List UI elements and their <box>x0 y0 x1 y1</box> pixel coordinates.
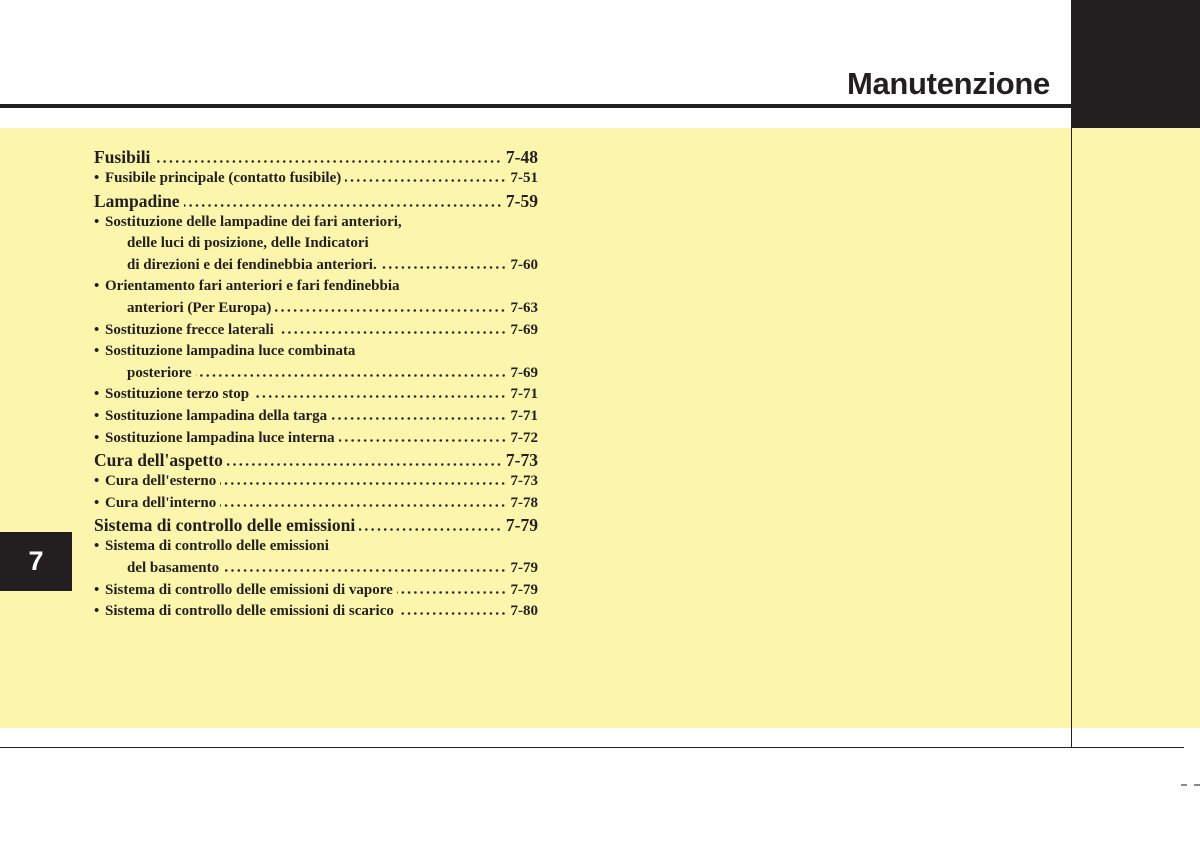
toc-line <box>94 514 538 536</box>
toc-entry[interactable] <box>94 384 538 406</box>
toc-text: di direzioni e dei fendinebbia anteriori. <box>127 256 377 273</box>
toc-entry[interactable] <box>94 580 538 602</box>
dot-leader <box>381 266 507 269</box>
toc-line <box>94 428 538 450</box>
dot-leader <box>220 482 506 485</box>
toc-line <box>94 493 538 515</box>
toc-text: Sistema di controllo delle emissioni <box>105 538 329 555</box>
toc-text: Sistema di controllo delle emissioni di scarico <box>105 603 394 620</box>
toc-line <box>94 168 538 190</box>
bullet: • <box>94 473 100 490</box>
toc-page: 7-79 <box>510 581 538 598</box>
toc-text: Sistema di controllo delle emissioni di vapore <box>105 581 393 598</box>
toc-text: Fusibile principale (contatto fusibile) <box>105 170 342 186</box>
bullet: • <box>94 386 100 403</box>
toc-line <box>94 601 538 623</box>
toc-text: Sostituzione lampadina della targa <box>105 407 328 424</box>
toc-page: 7-59 <box>505 190 538 211</box>
toc-text: Orientamento fari anteriori e fari fendinebbia <box>105 278 400 295</box>
toc-entry[interactable] <box>94 428 538 450</box>
toc-text: Sostituzione lampadina luce combinata <box>105 343 356 360</box>
toc-text: Cura dell'interno <box>105 494 217 511</box>
toc-entry[interactable] <box>94 146 538 168</box>
top-corner-tab <box>1071 0 1200 128</box>
toc-page: 7-69 <box>510 364 538 381</box>
toc-entry[interactable] <box>94 406 538 428</box>
dot-leader <box>345 179 506 182</box>
toc-entry[interactable] <box>94 190 538 212</box>
corner-mark <box>1181 784 1200 786</box>
toc-page: 7-80 <box>510 603 538 620</box>
dot-leader <box>253 395 506 398</box>
toc-line <box>94 190 538 212</box>
toc-page: 7-79 <box>510 559 538 576</box>
table-of-contents <box>94 146 538 623</box>
dot-leader <box>223 569 506 572</box>
toc-text: Sostituzione delle lampadine dei fari anteriori, <box>105 213 402 230</box>
toc-line <box>94 233 538 255</box>
toc-line <box>94 363 538 385</box>
toc-page: 7-51 <box>510 170 538 186</box>
toc-line <box>94 558 538 580</box>
dot-leader <box>227 463 502 466</box>
dot-leader <box>275 309 506 312</box>
toc-text: Cura dell'aspetto <box>94 450 223 471</box>
toc-line <box>94 146 538 168</box>
dot-leader <box>278 331 507 334</box>
dot-leader <box>398 612 507 615</box>
toc-line <box>94 255 538 277</box>
dot-leader <box>154 160 502 163</box>
toc-entry[interactable] <box>94 493 538 515</box>
panel-divider <box>1071 128 1072 748</box>
toc-text: Sistema di controllo delle emissioni <box>94 515 356 536</box>
toc-text: Cura dell'esterno <box>105 473 217 490</box>
toc-page: 7-73 <box>505 450 538 471</box>
toc-entry[interactable] <box>94 276 538 319</box>
bullet: • <box>94 170 100 186</box>
bullet: • <box>94 603 100 620</box>
bullet: • <box>94 407 100 424</box>
toc-line <box>94 471 538 493</box>
toc-page: 7-69 <box>510 321 538 338</box>
toc-page: 7-71 <box>510 407 538 424</box>
toc-entry[interactable] <box>94 168 538 190</box>
dot-leader <box>339 439 507 442</box>
bullet: • <box>94 213 100 230</box>
toc-text: Fusibili <box>94 147 151 167</box>
toc-text: Sostituzione frecce laterali <box>105 321 274 338</box>
toc-line <box>94 212 538 234</box>
toc-page: 7-71 <box>510 386 538 403</box>
bullet: • <box>94 343 100 360</box>
toc-entry[interactable] <box>94 449 538 471</box>
toc-entry[interactable] <box>94 514 538 536</box>
toc-text: delle luci di posizione, delle Indicatori <box>127 235 369 252</box>
toc-entry[interactable] <box>94 601 538 623</box>
dot-leader <box>359 528 502 531</box>
toc-text: Sostituzione lampadina luce interna <box>105 429 335 446</box>
toc-text: posteriore <box>127 364 192 381</box>
chapter-tab[interactable] <box>0 532 72 591</box>
toc-page: 7-72 <box>510 429 538 446</box>
toc-entry[interactable] <box>94 536 538 579</box>
toc-page: 7-60 <box>510 256 538 273</box>
chapter-number: 7 <box>28 546 44 576</box>
toc-text: Lampadine <box>94 190 180 211</box>
toc-entry[interactable] <box>94 212 538 277</box>
bullet: • <box>94 429 100 446</box>
bullet: • <box>94 321 100 338</box>
dot-leader <box>184 204 502 207</box>
toc-text: anteriori (Per Europa) <box>127 299 272 316</box>
bullet: • <box>94 581 100 598</box>
toc-line <box>94 341 538 363</box>
bottom-rule <box>0 747 1184 748</box>
toc-line <box>94 406 538 428</box>
toc-entry[interactable] <box>94 320 538 342</box>
toc-line <box>94 580 538 602</box>
dot-leader <box>220 504 506 507</box>
bullet: • <box>94 538 100 555</box>
toc-entry[interactable] <box>94 341 538 384</box>
toc-line <box>94 384 538 406</box>
toc-page: 7-78 <box>510 494 538 511</box>
toc-text: Sostituzione terzo stop <box>105 386 250 403</box>
page-title: Manutenzione <box>846 66 1050 101</box>
toc-line <box>94 298 538 320</box>
toc-page: 7-48 <box>505 147 538 167</box>
title-rule <box>0 104 1071 108</box>
toc-text: del basamento <box>127 559 220 576</box>
toc-line <box>94 536 538 558</box>
toc-entry[interactable] <box>94 471 538 493</box>
toc-line <box>94 320 538 342</box>
toc-line <box>94 276 538 298</box>
dot-leader <box>331 417 506 420</box>
bullet: • <box>94 278 100 295</box>
toc-page: 7-63 <box>510 299 538 316</box>
toc-page: 7-79 <box>505 515 538 536</box>
toc-line <box>94 449 538 471</box>
bullet: • <box>94 494 100 511</box>
dot-leader <box>397 591 507 594</box>
toc-page: 7-73 <box>510 473 538 490</box>
dot-leader <box>196 374 507 377</box>
